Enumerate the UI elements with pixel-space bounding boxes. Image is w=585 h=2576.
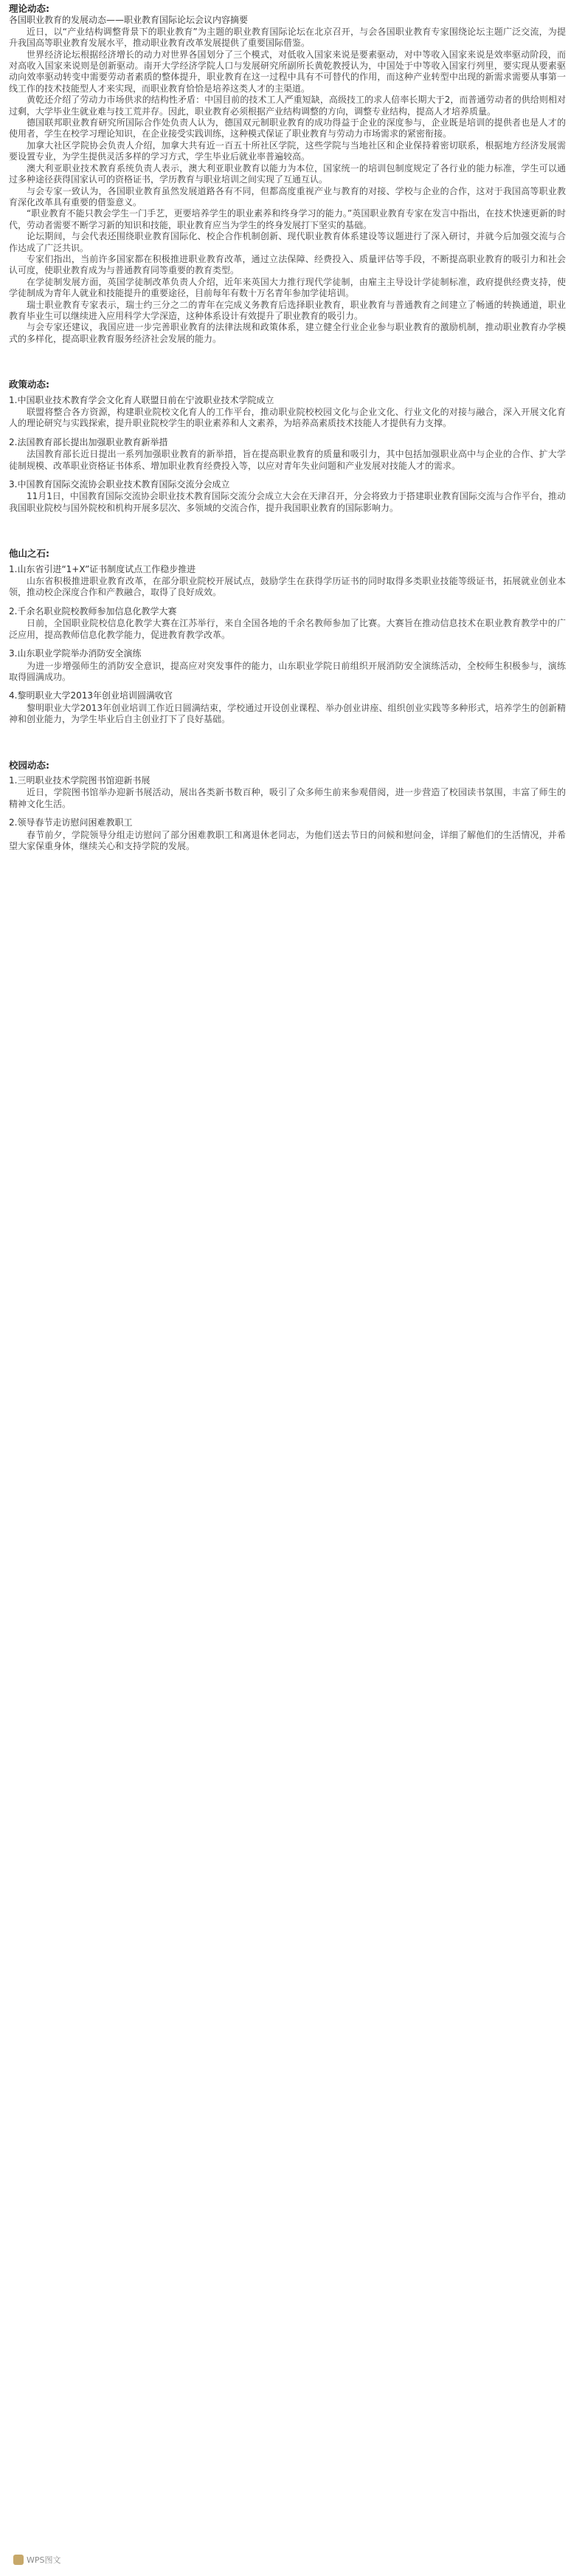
section-gap xyxy=(9,345,566,379)
paragraph: “职业教育不能只教会学生一门手艺，更要培养学生的职业素养和终身学习的能力。”英国职业教育专家在发言中指出，在技术快速更新的时代，劳动者需要不断学习新的知识和技能，职业教育应当为学生的终身发展打下坚实的基础。 xyxy=(9,208,566,230)
paragraph: 近日，以“产业结构调整背景下的职业教育”为主题的职业教育国际论坛在北京召开，与会各国职业教育专家围绕论坛主题广泛交流，为提升我国高等职业教育发展水平，推动职业教育改革发展提供了重要国际借鉴。 xyxy=(9,26,566,49)
section xyxy=(9,379,566,514)
paragraph: 山东省积极推进职业教育改革，在部分职业院校开展试点，鼓励学生在获得学历证书的同时取得多类职业技能等级证书，拓展就业创业本领，推动校企深度合作和产教融合，取得了良好成效。 xyxy=(9,576,566,598)
item-title: 4.黎明职业大学2013年创业培训圆满收官 xyxy=(9,690,173,701)
section xyxy=(9,3,566,345)
item-title: 2.领导春节走访慰问困难教职工 xyxy=(9,817,133,828)
paragraph: 日前，全国职业院校信息化教学大赛在江苏举行，来自全国各地的千余名教师参加了比赛。大赛旨在推动信息技术在职业教育教学中的广泛应用，提高教师信息化教学能力，促进教育教学改革。 xyxy=(9,618,566,640)
item-title: 1.三明职业技术学院图书馆迎新书展 xyxy=(9,774,150,786)
paragraph: 11月1日，中国教育国际交流协会职业技术教育国际交流分会成立大会在天津召开，分会将致力于搭建职业教育国际交流与合作平台，推动我国职业院校与国外院校和机构开展多层次、多领域的交流合作，提升我国职业教育的国际影响力。 xyxy=(9,491,566,513)
section-title: 校园动态: xyxy=(9,759,49,771)
item-title: 2.法国教育部长提出加强职业教育新举措 xyxy=(9,436,168,447)
paragraph: 论坛期间，与会代表还围绕职业教育国际化、校企合作机制创新、现代职业教育体系建设等议题进行了深入研讨，并就今后加强交流与合作达成了广泛共识。 xyxy=(9,231,566,253)
section-title: 他山之石: xyxy=(9,548,49,560)
paragraph: 在学徒制发展方面，英国学徒制改革负责人介绍，近年来英国大力推行现代学徒制，由雇主主导设计学徒制标准，政府提供经费支持，使学徒制成为青年人就业和技能提升的重要途径，目前每年有数十万名青年参加学徒培训。 xyxy=(9,276,566,299)
paragraph: 黎明职业大学2013年创业培训工作近日圆满结束，学校通过开设创业课程、举办创业讲座、组织创业实践等多种形式，培养学生的创新精神和创业能力，为学生毕业后自主创业打下了良好基础。 xyxy=(9,702,566,725)
item-subtitle: 各国职业教育的发展动态——职业教育国际论坛会议内容摘要 xyxy=(9,15,249,26)
section-gap xyxy=(9,726,566,760)
paragraph: 加拿大社区学院协会负责人介绍，加拿大共有近一百五十所社区学院，这些学院与当地社区和企业保持着密切联系，根据地方经济发展需要设置专业，为学生提供灵活多样的学习方式，学生毕业后就业率普遍较高。 xyxy=(9,140,566,162)
section-title: 政策动态: xyxy=(9,379,49,391)
app-logo-icon xyxy=(13,2555,24,2565)
item-title: 3.中国教育国际交流协会职业技术教育国际交流分会成立 xyxy=(9,479,230,490)
item-title: 2.千余名职业院校教师参加信息化教学大赛 xyxy=(9,605,177,616)
paragraph: 联盟将整合各方资源，构建职业院校文化育人的工作平台，推动职业院校校园文化与企业文化、行业文化的对接与融合，深入开展文化育人的理论研究与实践探索，提升职业院校学生的职业素养和人文素养，为培养高素质技术技能人才提供有力支撑。 xyxy=(9,407,566,429)
watermark-label: WPS图文 xyxy=(27,2555,61,2565)
paragraph: 与会专家一致认为，各国职业教育虽然发展道路各有不同，但都高度重视产业与教育的对接、学校与企业的合作，这对于我国高等职业教育深化改革具有重要的借鉴意义。 xyxy=(9,185,566,207)
paragraph: 近日，学院图书馆举办迎新书展活动，展出各类新书数百种，吸引了众多师生前来参观借阅，进一步营造了校园读书氛围，丰富了师生的精神文化生活。 xyxy=(9,787,566,809)
section-title: 理论动态: xyxy=(9,3,49,14)
paragraph: 德国联邦职业教育研究所国际合作处负责人认为，德国双元制职业教育的成功得益于企业的深度参与，企业既是培训的提供者也是人才的使用者，学生在校学习理论知识，在企业接受实践训练，这种模式保证了职业教育与劳动力市场需求的紧密衔接。 xyxy=(9,117,566,140)
paragraph: 黄乾还介绍了劳动力市场供求的结构性矛盾：中国目前的技术工人严重短缺，高级技工的求人倍率长期大于2，而普通劳动者的供给则相对过剩，大学毕业生就业难与技工荒并存。因此，职业教育必须根据产业结构调整的方向，调整专业结构，提高人才培养质量。 xyxy=(9,95,566,117)
item-title: 1.山东省引进“1+X”证书制度试点工作稳步推进 xyxy=(9,563,196,574)
paragraph: 与会专家还建议，我国应进一步完善职业教育的法律法规和政策体系，建立健全行业企业参与职业教育的激励机制，推动职业教育办学模式的多样化，提高职业教育服务经济社会发展的能力。 xyxy=(9,322,566,344)
section xyxy=(9,548,566,725)
section xyxy=(9,760,566,853)
paragraph: 法国教育部长近日提出一系列加强职业教育的新举措，旨在提高职业教育的质量和吸引力，其中包括加强职业高中与企业的合作、扩大学徒制规模、改革职业资格证书体系、增加职业教育经费投入等，以应对青年失业问题和产业发展对技能人才的需求。 xyxy=(9,449,566,471)
paragraph: 世界经济论坛根据经济增长的动力对世界各国划分了三个模式，对低收入国家来说是要素驱动，对中等收入国家来说是效率驱动阶段，而对高收入国家来说则是创新驱动。南开大学经济学院人口与发展研究所副所长黄乾教授认为，中国处于中等收入国家行列里，要实现从要素驱动向效率驱动转变中需要劳动者素质的整体提升，职业教育在这一过程中具有不可替代的作用，而这种产业转型中出现的新需求需要从事第一线工作的技术技能型人才来实现，而职业教育恰恰是培养这类人才的主渠道。 xyxy=(9,49,566,94)
paragraph: 为进一步增强师生的消防安全意识，提高应对突发事件的能力，山东职业学院日前组织开展消防安全演练活动，全校师生积极参与，演练取得圆满成功。 xyxy=(9,660,566,682)
item-title: 3.山东职业学院举办消防安全演练 xyxy=(9,648,142,659)
paragraph: 专家们指出，当前许多国家都在积极推进职业教育改革，通过立法保障、经费投入、质量评估等手段，不断提高职业教育的吸引力和社会认可度，使职业教育成为与普通教育同等重要的教育类型。 xyxy=(9,253,566,276)
watermark xyxy=(13,2555,61,2566)
item-title: 1.中国职业技术教育学会文化育人联盟日前在宁波职业技术学院成立 xyxy=(9,394,274,405)
paragraph: 瑞士职业教育专家表示，瑞士约三分之二的青年在完成义务教育后选择职业教育，职业教育与普通教育之间建立了畅通的转换通道，职业教育毕业生可以继续进入应用科学大学深造，这种体系设计有效提升了职业教育的吸引力。 xyxy=(9,299,566,321)
paragraph: 澳大利亚职业技术教育系统负责人表示，澳大利亚职业教育以能力为本位，国家统一的培训包制度规定了各行业的能力标准，学生可以通过多种途径获得国家认可的资格证书，学历教育与职业培训之间实现了互通互认。 xyxy=(9,162,566,185)
paragraph: 春节前夕，学院领导分组走访慰问了部分困难教职工和离退休老同志，为他们送去节日的问候和慰问金，详细了解他们的生活情况，并希望大家保重身体，继续关心和支持学院的发展。 xyxy=(9,829,566,851)
section-gap xyxy=(9,514,566,548)
